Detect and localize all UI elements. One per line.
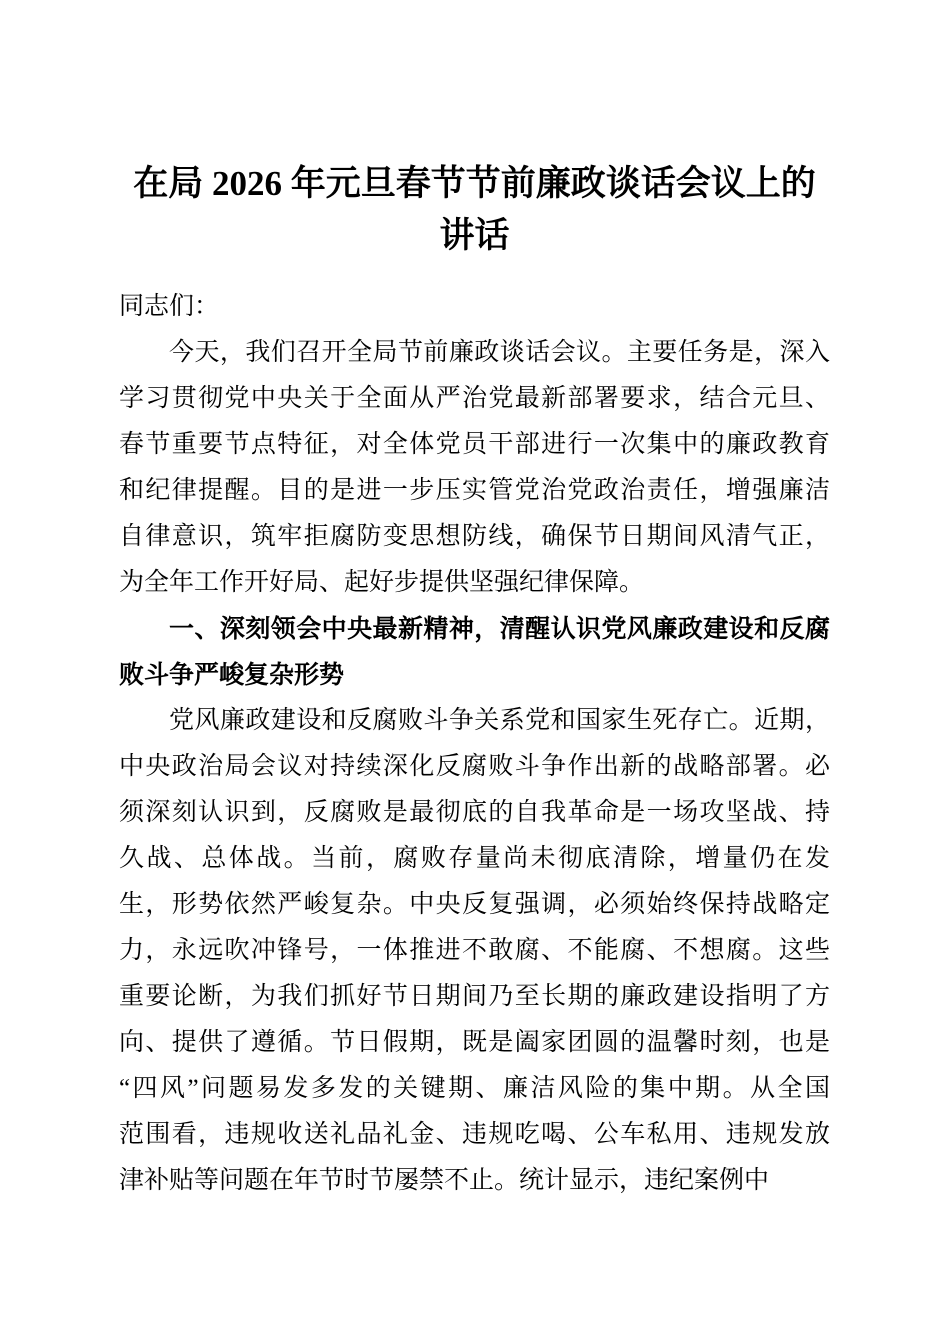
body-text-line: 久战、总体战。当前，腐败存量尚未彻底清除，增量仍在发 — [119, 845, 830, 872]
body-text-line: 力，永远吹冲锋号，一体推进不敢腐、不能腐、不想腐。这些 — [119, 937, 830, 964]
body-text-line: 为全年工作开好局、起好步提供坚强纪律保障。 — [119, 569, 645, 596]
section-heading-line: 一、深刻领会中央最新精神，清醒认识党风廉政建设和反腐 — [169, 615, 830, 643]
body-text-line: 春节重要节点特征，对全体党员干部进行一次集中的廉政教育 — [119, 431, 830, 458]
body-text-line: 津补贴等问题在年节时节屡禁不止。统计显示，违纪案例中 — [119, 1167, 770, 1194]
body-text-line: 和纪律提醒。目的是进一步压实管党治党政治责任，增强廉洁 — [119, 477, 830, 504]
document-title-line-1: 在局 2026 年元旦春节节前廉政谈话会议上的 — [133, 164, 816, 203]
salutation-line: 同志们： — [119, 293, 220, 320]
document-title — [119, 158, 830, 262]
body-text-line: “四风”问题易发多发的关键期、廉洁风险的集中期。从全国 — [119, 1075, 830, 1102]
document-title-line-2: 讲话 — [439, 216, 510, 255]
document-content — [119, 158, 830, 1204]
body-text-line: 重要论断，为我们抓好节日期间乃至长期的廉政建设指明了方 — [119, 983, 830, 1010]
body-text-line: 中央政治局会议对持续深化反腐败斗争作出新的战略部署。必 — [119, 753, 830, 780]
body-text-line: 自律意识，筑牢拒腐防变思想防线，确保节日期间风清气正， — [119, 523, 830, 550]
body-text-line: 生，形势依然严峻复杂。中央反复强调，必须始终保持战略定 — [119, 891, 830, 918]
body-text-line: 范围看，违规收送礼品礼金、违规吃喝、公车私用、违规发放 — [119, 1121, 830, 1148]
document-body — [119, 284, 830, 1204]
body-text-line: 今天，我们召开全局节前廉政谈话会议。主要任务是，深入 — [169, 339, 830, 366]
section-heading-line: 败斗争严峻复杂形势 — [119, 661, 345, 689]
body-text-line: 须深刻认识到，反腐败是最彻底的自我革命是一场攻坚战、持 — [119, 799, 830, 826]
body-text-line: 党风廉政建设和反腐败斗争关系党和国家生死存亡。近期， — [169, 707, 830, 734]
body-text-line: 学习贯彻党中央关于全面从严治党最新部署要求，结合元旦、 — [119, 385, 830, 412]
body-text-line: 向、提供了遵循。节日假期，既是阖家团圆的温馨时刻，也是 — [119, 1029, 830, 1056]
